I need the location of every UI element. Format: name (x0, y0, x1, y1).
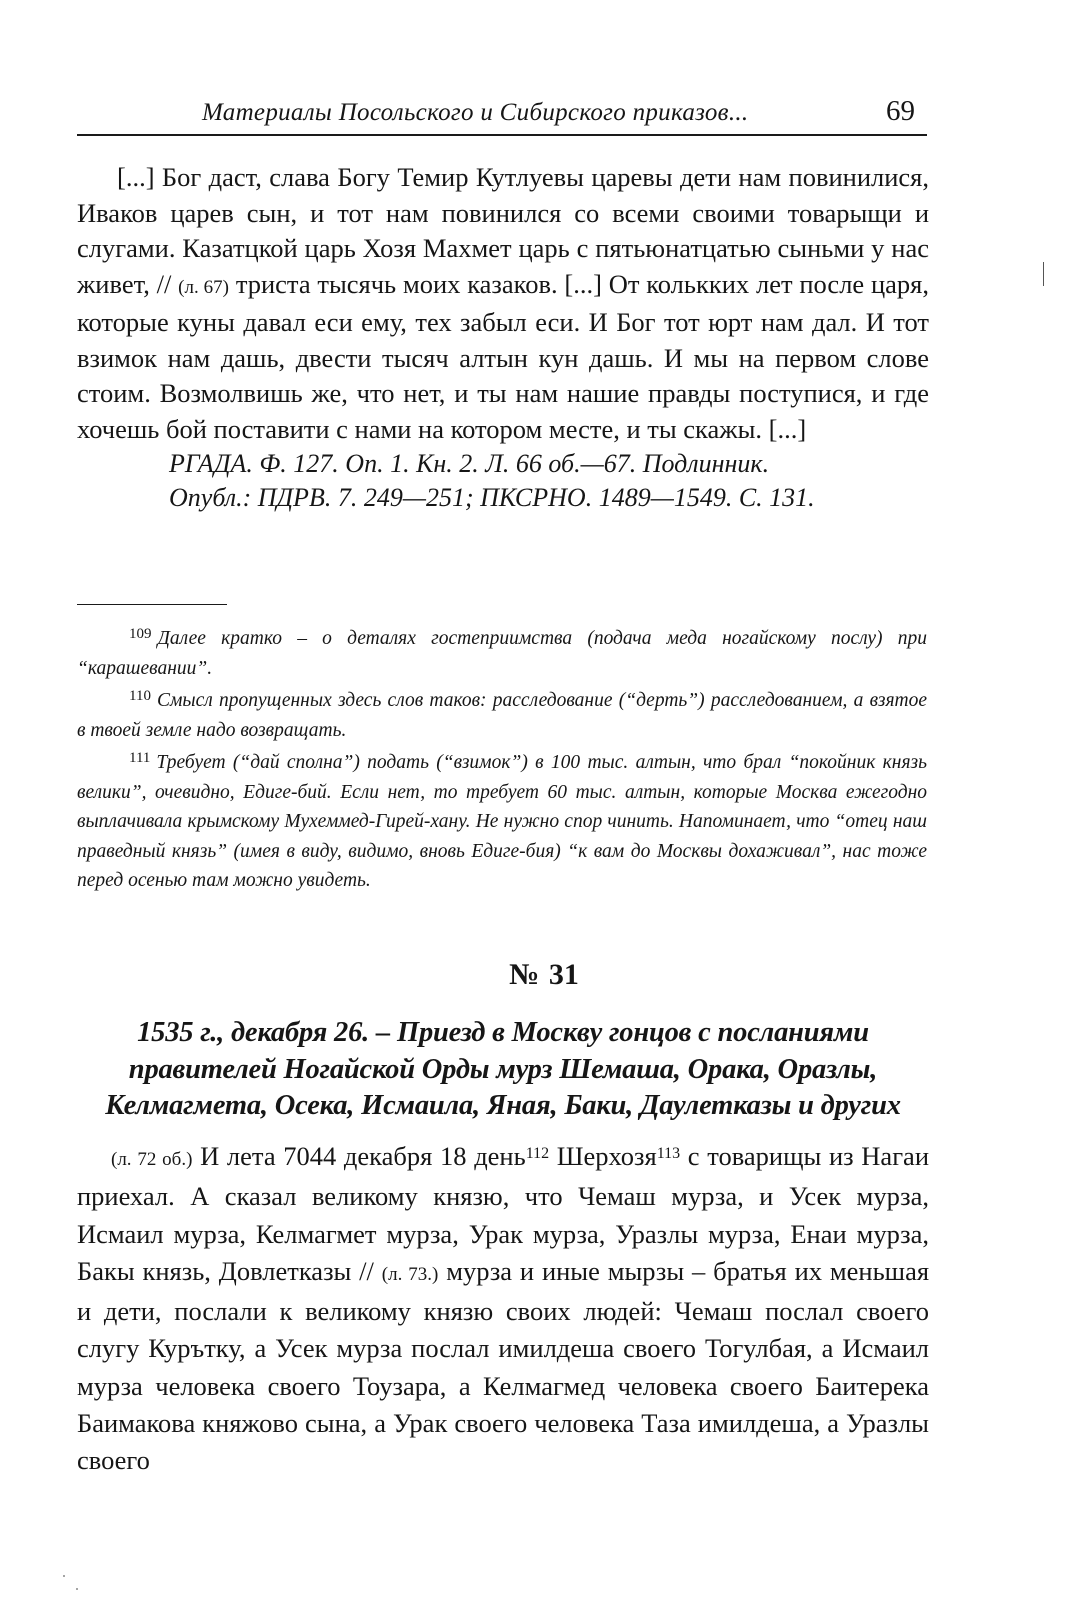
document-body (77, 1138, 929, 1480)
document-text: с товарищы из Нагаи приехал. А сказал великому князю, что Чемаш мурза, и Усек мурза, Исмаил мурза, Келмагмет мурза, Урак мурза, Уразлы мурза, Енаи мурза, Бакы князь, Довлетказы // (77, 1141, 930, 1286)
footnote-number: 110 (129, 688, 151, 704)
footnote-110 (77, 686, 927, 745)
document-text: И лета 7044 декабря 18 день (200, 1141, 526, 1171)
footnote-rule (77, 604, 227, 605)
footnote-ref-113: 113 (656, 1145, 681, 1162)
footnote-text: Требует (“дай сполна”) подать (“взимок”) в 100 тыс. алтын, что брал “покойник князь велики”, очевидно, Едиге-бий. Если нет, то требует 60 тыс. алтын, которые Москва ежегодно выплачивала крымскому Мухеммед-Гирей-хану. Не нужно спор чинить. Напоминает, что “отец наш праведный князь” (имея в виду, видимо, вновь Едиге-бия) “к вам до Москвы дохаживал”, нас тоже перед осенью там можно увидеть. (77, 752, 927, 891)
letter-text (77, 160, 929, 515)
footnote-number: 109 (129, 626, 152, 642)
document-number-value: 31 (548, 958, 579, 991)
footnote-ref-112: 112 (525, 1145, 550, 1162)
document-title: 1535 г., декабря 26. – Приезд в Москву гонцов с посланиями правителей Ногайской Орды мурз Шемаша, Орака, Оразлы, Келмагмета, Осека, Исмаила, Яная, Баки, Даулетказы и других (105, 1017, 901, 1121)
running-title: Материалы Посольского и Сибирского приказов... (202, 99, 749, 126)
header-rule (77, 134, 927, 136)
document-text: мурза и иные мырзы – братья их меньшая и дети, послали к великому князю своих людей: Чемаш послал своего слугу Курътку, а Усек мурза послал имилдеша своего Тогулбая, а Исмаил мурза человека своего Тоузара, а Келмагмед человека своего Баитерека Баимакова княжово сына, а Урак своего человека Таза имилдеша, а Уразлы своего (77, 1255, 930, 1476)
letter-text-part-2: триста тысячь моих казаков. [...] От колькких лет после царя, которые куны давал еси ему, тех забыл еси. И Бог тот юрт нам дал. И тот взимок нам дашь, двести тысяч алтын кун дашь. И мы на первом слове стоим. Возмолвишь же, что нет, и ты нам нашие правды поступися, и где хочешь бой поставити с нами на котором месте, и ты скажы. [...] (77, 268, 929, 444)
footnote-111 (77, 748, 927, 896)
letter-text-part-1: [...] Бог даст, слава Богу Темир Кутлуевы царевы дети нам повинилися, Иваков царев сын, и тот нам повинился со всеми своими товарыщи и слугами. Казатцкой царь Хозя Махмет царь с пятьюнатцатью сыньми у нас живет, // (77, 162, 929, 299)
footnote-text: Смысл пропущенных здесь слов таков: расследование (“дерть”) расследованием, а взятое в твоей земле надо возвращать. (77, 690, 927, 741)
folio-reference: (л. 67) (178, 276, 229, 298)
folio-reference: (л. 72 об.) (111, 1149, 193, 1170)
letter-paragraph (77, 160, 929, 447)
document-text: Шерхозя (556, 1141, 657, 1171)
footnote-text: Далее кратко – о деталях гостеприимства (подача меда ногайскому послу) при “карашевании”. (77, 628, 927, 679)
document-number (0, 958, 1086, 992)
footnote-number: 111 (129, 750, 151, 766)
running-head (77, 97, 927, 137)
archive-source: РГАДА. Ф. 127. Оп. 1. Кн. 2. Л. 66 об.—67. Подлинник. (169, 449, 770, 478)
page-number: 69 (886, 95, 915, 127)
margin-mark (1043, 262, 1044, 286)
scan-speck (63, 1575, 65, 1577)
folio-reference: (л. 73.) (381, 1263, 439, 1285)
number-sign: № (509, 958, 540, 991)
footnotes (77, 624, 927, 899)
footnote-109 (77, 624, 927, 683)
document-paragraph (77, 1138, 929, 1480)
scan-speck (76, 1588, 78, 1590)
publication-source: Опубл.: ПДРВ. 7. 249—251; ПКСРНО. 1489—1549. С. 131. (169, 483, 815, 512)
